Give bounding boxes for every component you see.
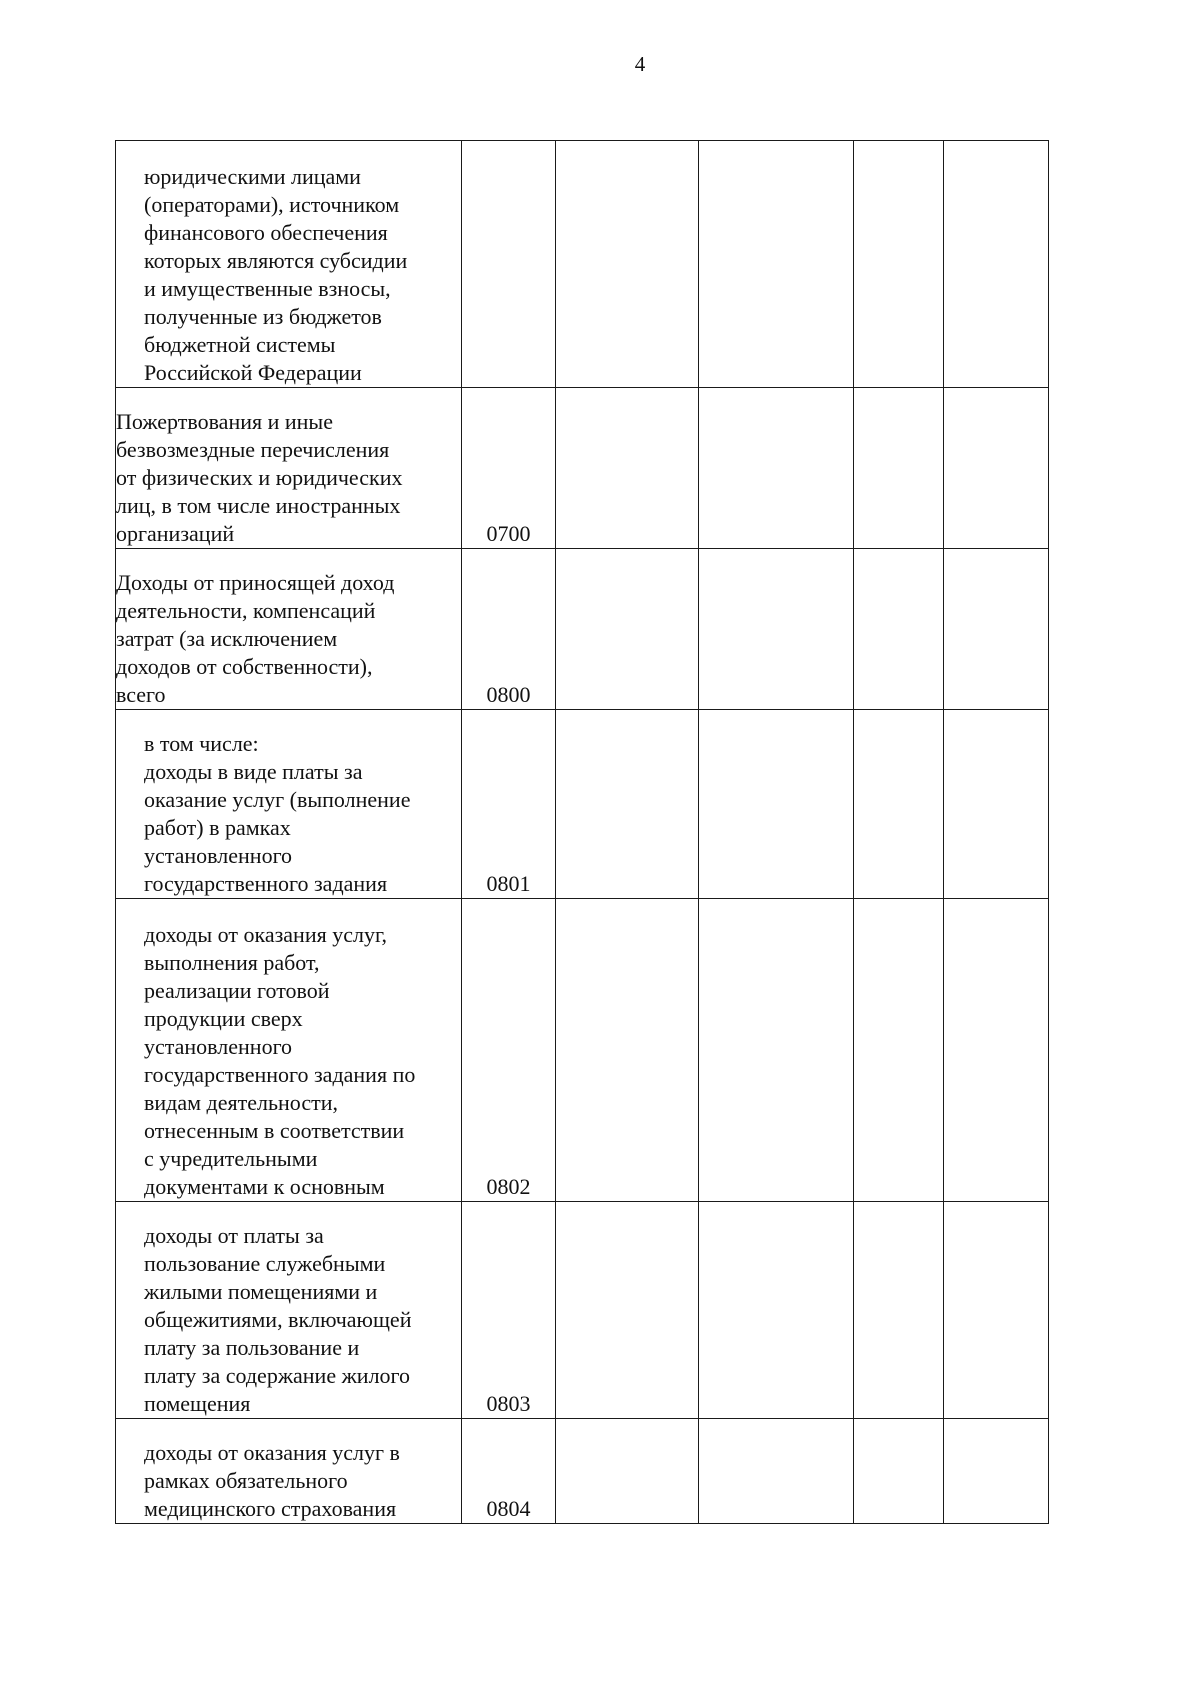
value-cell — [944, 1419, 1049, 1524]
value-cell — [944, 1202, 1049, 1419]
row-code-cell — [462, 549, 556, 710]
table-row — [116, 899, 1049, 1202]
page-number: 4 — [634, 52, 646, 76]
row-name-text: в том числе: доходы в виде платы за оказание услуг (выполнение работ) в рамках установленного государственного задания — [144, 731, 411, 896]
row-code-text: 0800 — [486, 682, 531, 707]
table-row — [116, 710, 1049, 899]
row-name-cell — [116, 141, 462, 388]
row-code-cell — [462, 1419, 556, 1524]
table-row — [116, 1202, 1049, 1419]
value-cell — [854, 710, 944, 899]
table-row — [116, 141, 1049, 388]
row-code-cell — [462, 388, 556, 549]
row-name-text: доходы от платы за пользование служебными жилыми помещениями и общежитиями, включающей плату за пользование и плату за содержание жилого помещения — [144, 1223, 412, 1416]
row-code-text: 0804 — [486, 1496, 531, 1521]
row-code-text: 0803 — [486, 1391, 531, 1416]
row-name-text: доходы от оказания услуг, выполнения работ, реализации готовой продукции сверх установленного государственного задания по видам деятельности, отнесенным в соответствии с учредительными документами к основным — [144, 922, 416, 1199]
value-cell — [854, 141, 944, 388]
value-cell — [556, 1202, 699, 1419]
value-cell — [556, 549, 699, 710]
value-cell — [699, 899, 854, 1202]
income-table — [115, 140, 1049, 1524]
row-code-cell — [462, 710, 556, 899]
value-cell — [556, 388, 699, 549]
value-cell — [854, 1202, 944, 1419]
row-name-cell — [116, 388, 462, 549]
row-name-text: Пожертвования и иные безвозмездные перечисления от физических и юридических лиц, в том числе иностранных организаций — [116, 409, 403, 546]
value-cell — [944, 141, 1049, 388]
value-cell — [556, 1419, 699, 1524]
value-cell — [699, 141, 854, 388]
value-cell — [944, 388, 1049, 549]
row-name-cell — [116, 549, 462, 710]
value-cell — [854, 1419, 944, 1524]
row-name-cell — [116, 710, 462, 899]
row-name-text: юридическими лицами (операторами), источником финансового обеспечения которых являются субсидии и имущественные взносы, полученные из бюджетов бюджетной системы Российской Федерации — [144, 164, 408, 385]
row-name-cell — [116, 899, 462, 1202]
table-row — [116, 1419, 1049, 1524]
table-row — [116, 388, 1049, 549]
row-name-cell — [116, 1202, 462, 1419]
value-cell — [854, 899, 944, 1202]
row-name-text: Доходы от приносящей доход деятельности, компенсаций затрат (за исключением доходов от собственности), всего — [116, 570, 395, 707]
value-cell — [944, 899, 1049, 1202]
value-cell — [699, 1202, 854, 1419]
value-cell — [699, 1419, 854, 1524]
row-name-text: доходы от оказания услуг в рамках обязательного медицинского страхования — [144, 1440, 400, 1521]
row-code-text: 0700 — [486, 521, 531, 546]
value-cell — [944, 549, 1049, 710]
value-cell — [854, 388, 944, 549]
value-cell — [699, 710, 854, 899]
value-cell — [854, 549, 944, 710]
table-row — [116, 549, 1049, 710]
value-cell — [556, 899, 699, 1202]
value-cell — [944, 710, 1049, 899]
value-cell — [699, 388, 854, 549]
value-cell — [556, 141, 699, 388]
row-code-cell — [462, 141, 556, 388]
row-code-text: 0802 — [486, 1174, 531, 1199]
row-code-text: 0801 — [486, 871, 531, 896]
row-code-cell — [462, 899, 556, 1202]
row-name-cell — [116, 1419, 462, 1524]
value-cell — [699, 549, 854, 710]
value-cell — [556, 710, 699, 899]
row-code-cell — [462, 1202, 556, 1419]
